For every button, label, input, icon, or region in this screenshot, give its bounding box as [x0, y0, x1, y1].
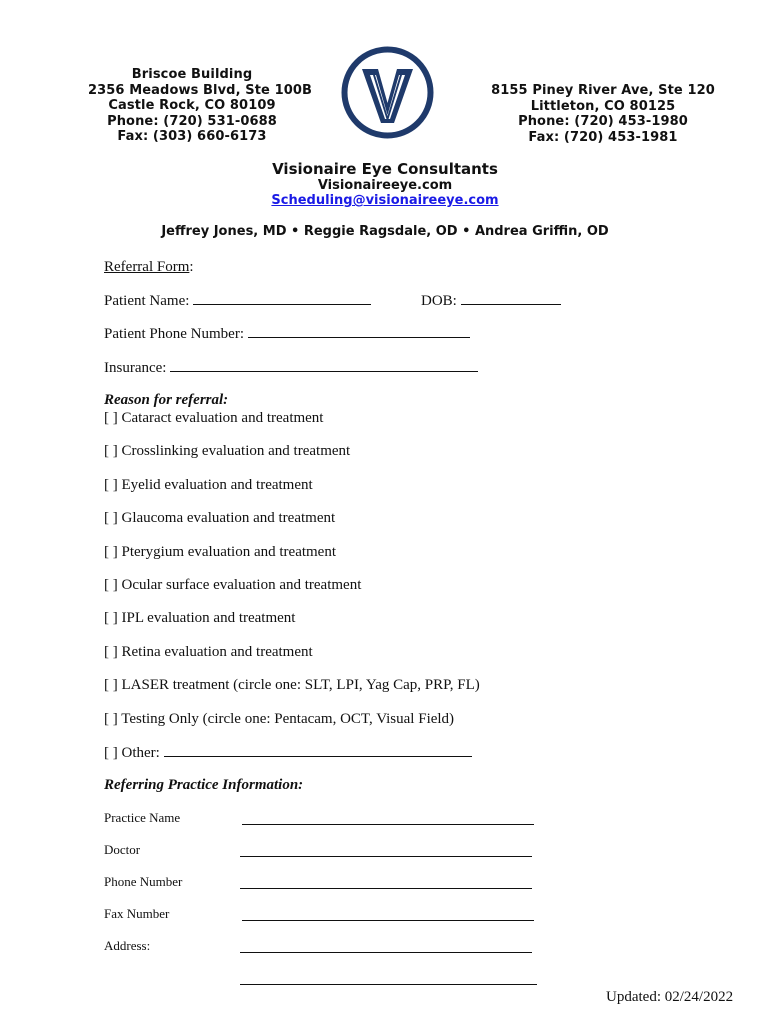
left-address-line: 2356 Meadows Blvd, Ste 100B — [88, 82, 313, 98]
insurance-field — [104, 359, 478, 377]
right-address-line: 8155 Piney River Ave, Ste 120 — [491, 83, 715, 98]
form-title-text: Referral Form — [104, 259, 190, 275]
reason-item[interactable]: [ ] Ocular surface evaluation and treatment — [104, 577, 362, 593]
reason-item[interactable]: [ ] Eyelid evaluation and treatment — [104, 477, 313, 493]
dob-label: DOB: — [421, 293, 457, 309]
insurance-blank[interactable] — [170, 359, 478, 372]
address-blank[interactable] — [240, 940, 532, 953]
left-address-line: Phone: (720) 531-0688 — [107, 113, 277, 129]
reason-item[interactable]: [ ] Retina evaluation and treatment — [104, 644, 313, 660]
fax-number-label: Fax Number — [104, 906, 170, 921]
practice-name-label: Practice Name — [104, 810, 181, 825]
updated-date: Updated: 02/24/2022 — [606, 989, 734, 1005]
dob-blank[interactable] — [461, 292, 561, 305]
company-name: Visionaire Eye Consultants — [272, 160, 498, 178]
reason-heading: Reason for referral: — [104, 392, 229, 408]
fax-number-blank[interactable] — [242, 908, 534, 921]
reason-item[interactable]: [ ] Glaucoma evaluation and treatment — [104, 510, 336, 526]
reason-item[interactable]: [ ] IPL evaluation and treatment — [104, 610, 296, 626]
reason-item[interactable]: [ ] LASER treatment (circle one: SLT, LPI, Yag Cap, PRP, FL) — [104, 677, 480, 693]
right-address-line: Fax: (720) 453-1981 — [528, 129, 678, 145]
right-office-address — [488, 83, 718, 145]
form-title — [104, 259, 194, 276]
patient-name-label: Patient Name: — [104, 293, 190, 309]
patient-name-blank[interactable] — [193, 292, 371, 305]
patient-phone-blank[interactable] — [248, 325, 470, 338]
practice-name-blank[interactable] — [242, 812, 534, 825]
left-address-line: Castle Rock, CO 80109 — [108, 98, 276, 113]
reason-other-field — [104, 744, 472, 762]
phone-number-label: Phone Number — [104, 874, 183, 889]
left-office-address — [88, 67, 313, 145]
patient-phone-label: Patient Phone Number: — [104, 326, 244, 342]
reason-item[interactable]: [ ] Pterygium evaluation and treatment — [104, 544, 337, 560]
company-website[interactable]: Visionaireeye.com — [317, 178, 453, 193]
reason-item[interactable]: [ ] Crosslinking evaluation and treatment — [104, 443, 351, 459]
reason-item[interactable]: [ ] Cataract evaluation and treatment — [104, 410, 324, 426]
right-address-line: Phone: (720) 453-1980 — [518, 114, 688, 129]
reason-item[interactable]: [ ] Testing Only (circle one: Pentacam, OCT, Visual Field) — [104, 711, 455, 727]
doctor-list: Jeffrey Jones, MD • Reggie Ragsdale, OD • Andrea Griffin, OD — [161, 224, 609, 239]
scheduling-email-link[interactable]: Scheduling@visionaireeye.com — [271, 193, 499, 208]
address-label: Address: — [104, 938, 151, 953]
right-address-line: Littleton, CO 80125 — [530, 98, 676, 114]
patient-name-field — [104, 292, 371, 310]
form-title-colon: : — [189, 259, 194, 275]
patient-phone-field — [104, 325, 470, 343]
doctor-blank[interactable] — [240, 844, 532, 857]
phone-number-blank[interactable] — [240, 876, 532, 889]
dob-field — [421, 292, 561, 310]
referring-heading: Referring Practice Information: — [104, 777, 304, 793]
address-blank-second[interactable] — [240, 972, 537, 985]
other-blank[interactable] — [164, 744, 472, 757]
left-address-line: Briscoe Building — [131, 67, 253, 82]
doctor-label: Doctor — [104, 842, 141, 857]
v-circle-logo-icon — [340, 45, 435, 140]
left-address-line: Fax: (303) 660-6173 — [117, 129, 267, 144]
insurance-label: Insurance: — [104, 360, 167, 376]
reason-item[interactable]: [ ] Other: — [104, 745, 160, 761]
